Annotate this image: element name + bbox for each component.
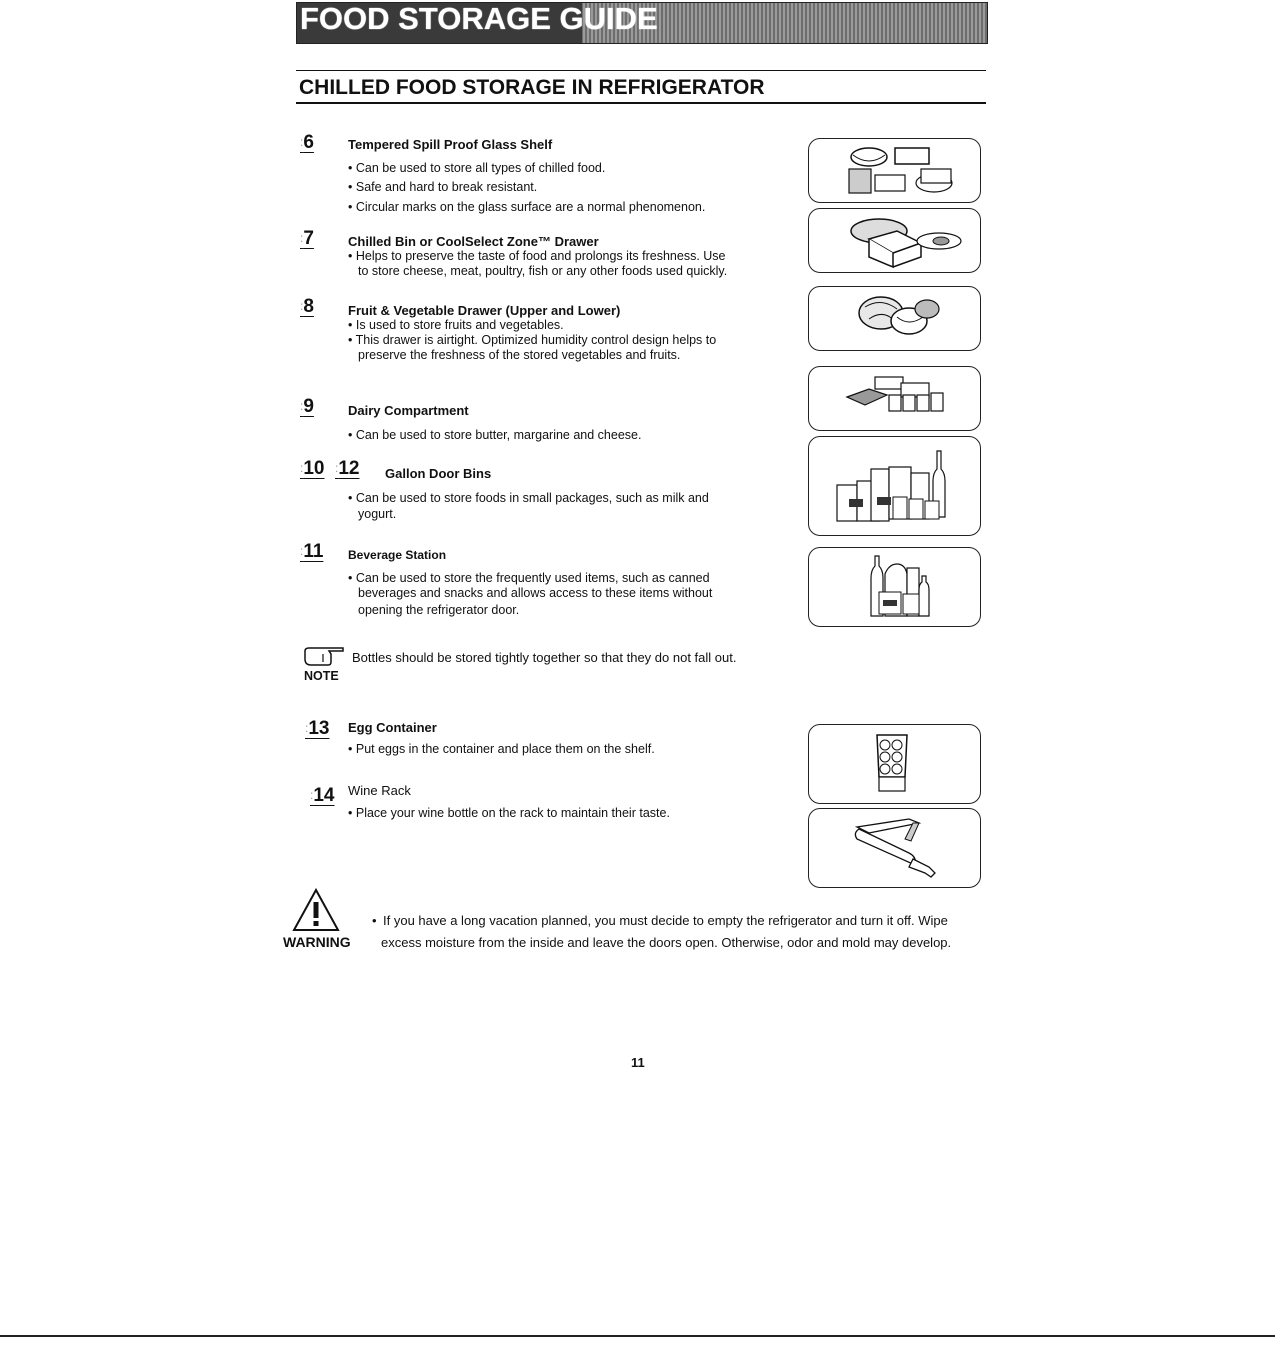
item-number-7: :7	[300, 228, 314, 249]
egg-container-icon	[809, 725, 980, 803]
item-title-dairy: Dairy Compartment	[348, 403, 469, 418]
egg-container-picture	[808, 724, 981, 804]
section-title: CHILLED FOOD STORAGE IN REFRIGERATOR	[299, 76, 765, 99]
item-bullet-continued: yogurt.	[358, 507, 397, 521]
item-number-12: :12	[335, 458, 360, 479]
item-bullet-continued: opening the refrigerator door.	[358, 603, 520, 617]
warning-text-line2: excess moisture from the inside and leave the doors open. Otherwise, odor and mold may develop.	[381, 935, 952, 950]
item-title-egg: Egg Container	[348, 720, 437, 735]
dairy-picture	[808, 366, 981, 431]
milk-cartons-icon	[809, 437, 980, 535]
item-number-8: :8	[300, 296, 314, 317]
page-title: FOOD STORAGE GUIDE	[300, 1, 658, 36]
warning-label: WARNING	[283, 934, 351, 950]
warning-bullet-marker: •	[372, 913, 377, 928]
section-bottom-rule	[296, 102, 986, 104]
item-number-13: :13	[305, 718, 330, 739]
item-number-11: :11	[300, 541, 324, 562]
wine-rack-picture	[808, 808, 981, 888]
item-title-gallon-bins: Gallon Door Bins	[385, 466, 492, 481]
item-bullet: • Helps to preserve the taste of food and prolongs its freshness. Use	[348, 249, 726, 264]
item-bullet: • Safe and hard to break resistant.	[348, 179, 537, 195]
note-text: Bottles should be stored tightly together so that they do not fall out.	[352, 650, 737, 665]
item-title-shelf: Tempered Spill Proof Glass Shelf	[348, 137, 553, 152]
item-bullet: • Can be used to store foods in small packages, such as milk and	[348, 490, 709, 506]
food-containers-icon	[809, 139, 980, 202]
meat-fish-icon	[809, 209, 980, 272]
item-bullet: • Put eggs in the container and place them on the shelf.	[348, 741, 655, 757]
note-label: NOTE	[304, 669, 339, 683]
vegetables-icon	[809, 287, 980, 350]
dairy-icon	[809, 367, 980, 430]
food-containers-picture	[808, 138, 981, 203]
item-title-beverage: Beverage Station	[348, 548, 447, 562]
page-number: 11	[631, 1055, 645, 1070]
item-bullet: • Can be used to store all types of chilled food.	[348, 160, 605, 176]
milk-cartons-picture	[808, 436, 981, 536]
item-title-chilled-bin: Chilled Bin or CoolSelect Zone™ Drawer	[348, 234, 599, 249]
item-number-10: :10	[300, 458, 325, 479]
warning-text-line1: If you have a long vacation planned, you must decide to empty the refrigerator and turn it off. Wipe	[383, 913, 948, 928]
section-top-rule	[296, 70, 986, 71]
item-number-9: :9	[300, 396, 314, 417]
pointing-hand-icon	[303, 645, 345, 667]
beverages-picture	[808, 547, 981, 627]
item-bullet: • Circular marks on the glass surface are a normal phenomenon.	[348, 199, 705, 215]
item-title-wine: Wine Rack	[348, 783, 411, 798]
item-bullet: • Can be used to store butter, margarine and cheese.	[348, 427, 641, 443]
meat-fish-picture	[808, 208, 981, 273]
bottom-rule	[0, 1335, 1275, 1337]
beverages-icon	[809, 548, 980, 626]
item-bullet-continued: beverages and snacks and allows access to these items without	[358, 586, 713, 600]
item-bullet: • Place your wine bottle on the rack to maintain their taste.	[348, 805, 670, 821]
item-title-fruit-vegetable: Fruit & Vegetable Drawer (Upper and Lower)	[348, 303, 621, 318]
item-number-6: :6	[300, 132, 314, 153]
item-bullet-continued: to store cheese, meat, poultry, fish or any other foods used quickly.	[358, 264, 728, 278]
item-bullet: • Is used to store fruits and vegetables.	[348, 318, 564, 333]
vegetables-picture	[808, 286, 981, 351]
item-bullet: • Can be used to store the frequently used items, such as canned	[348, 570, 710, 586]
item-number-14: :14	[310, 785, 335, 806]
item-bullet-continued: preserve the freshness of the stored vegetables and fruits.	[358, 348, 681, 362]
item-bullet: • This drawer is airtight. Optimized humidity control design helps to	[348, 333, 716, 348]
wine-rack-icon	[809, 809, 980, 887]
warning-icon	[291, 887, 341, 933]
